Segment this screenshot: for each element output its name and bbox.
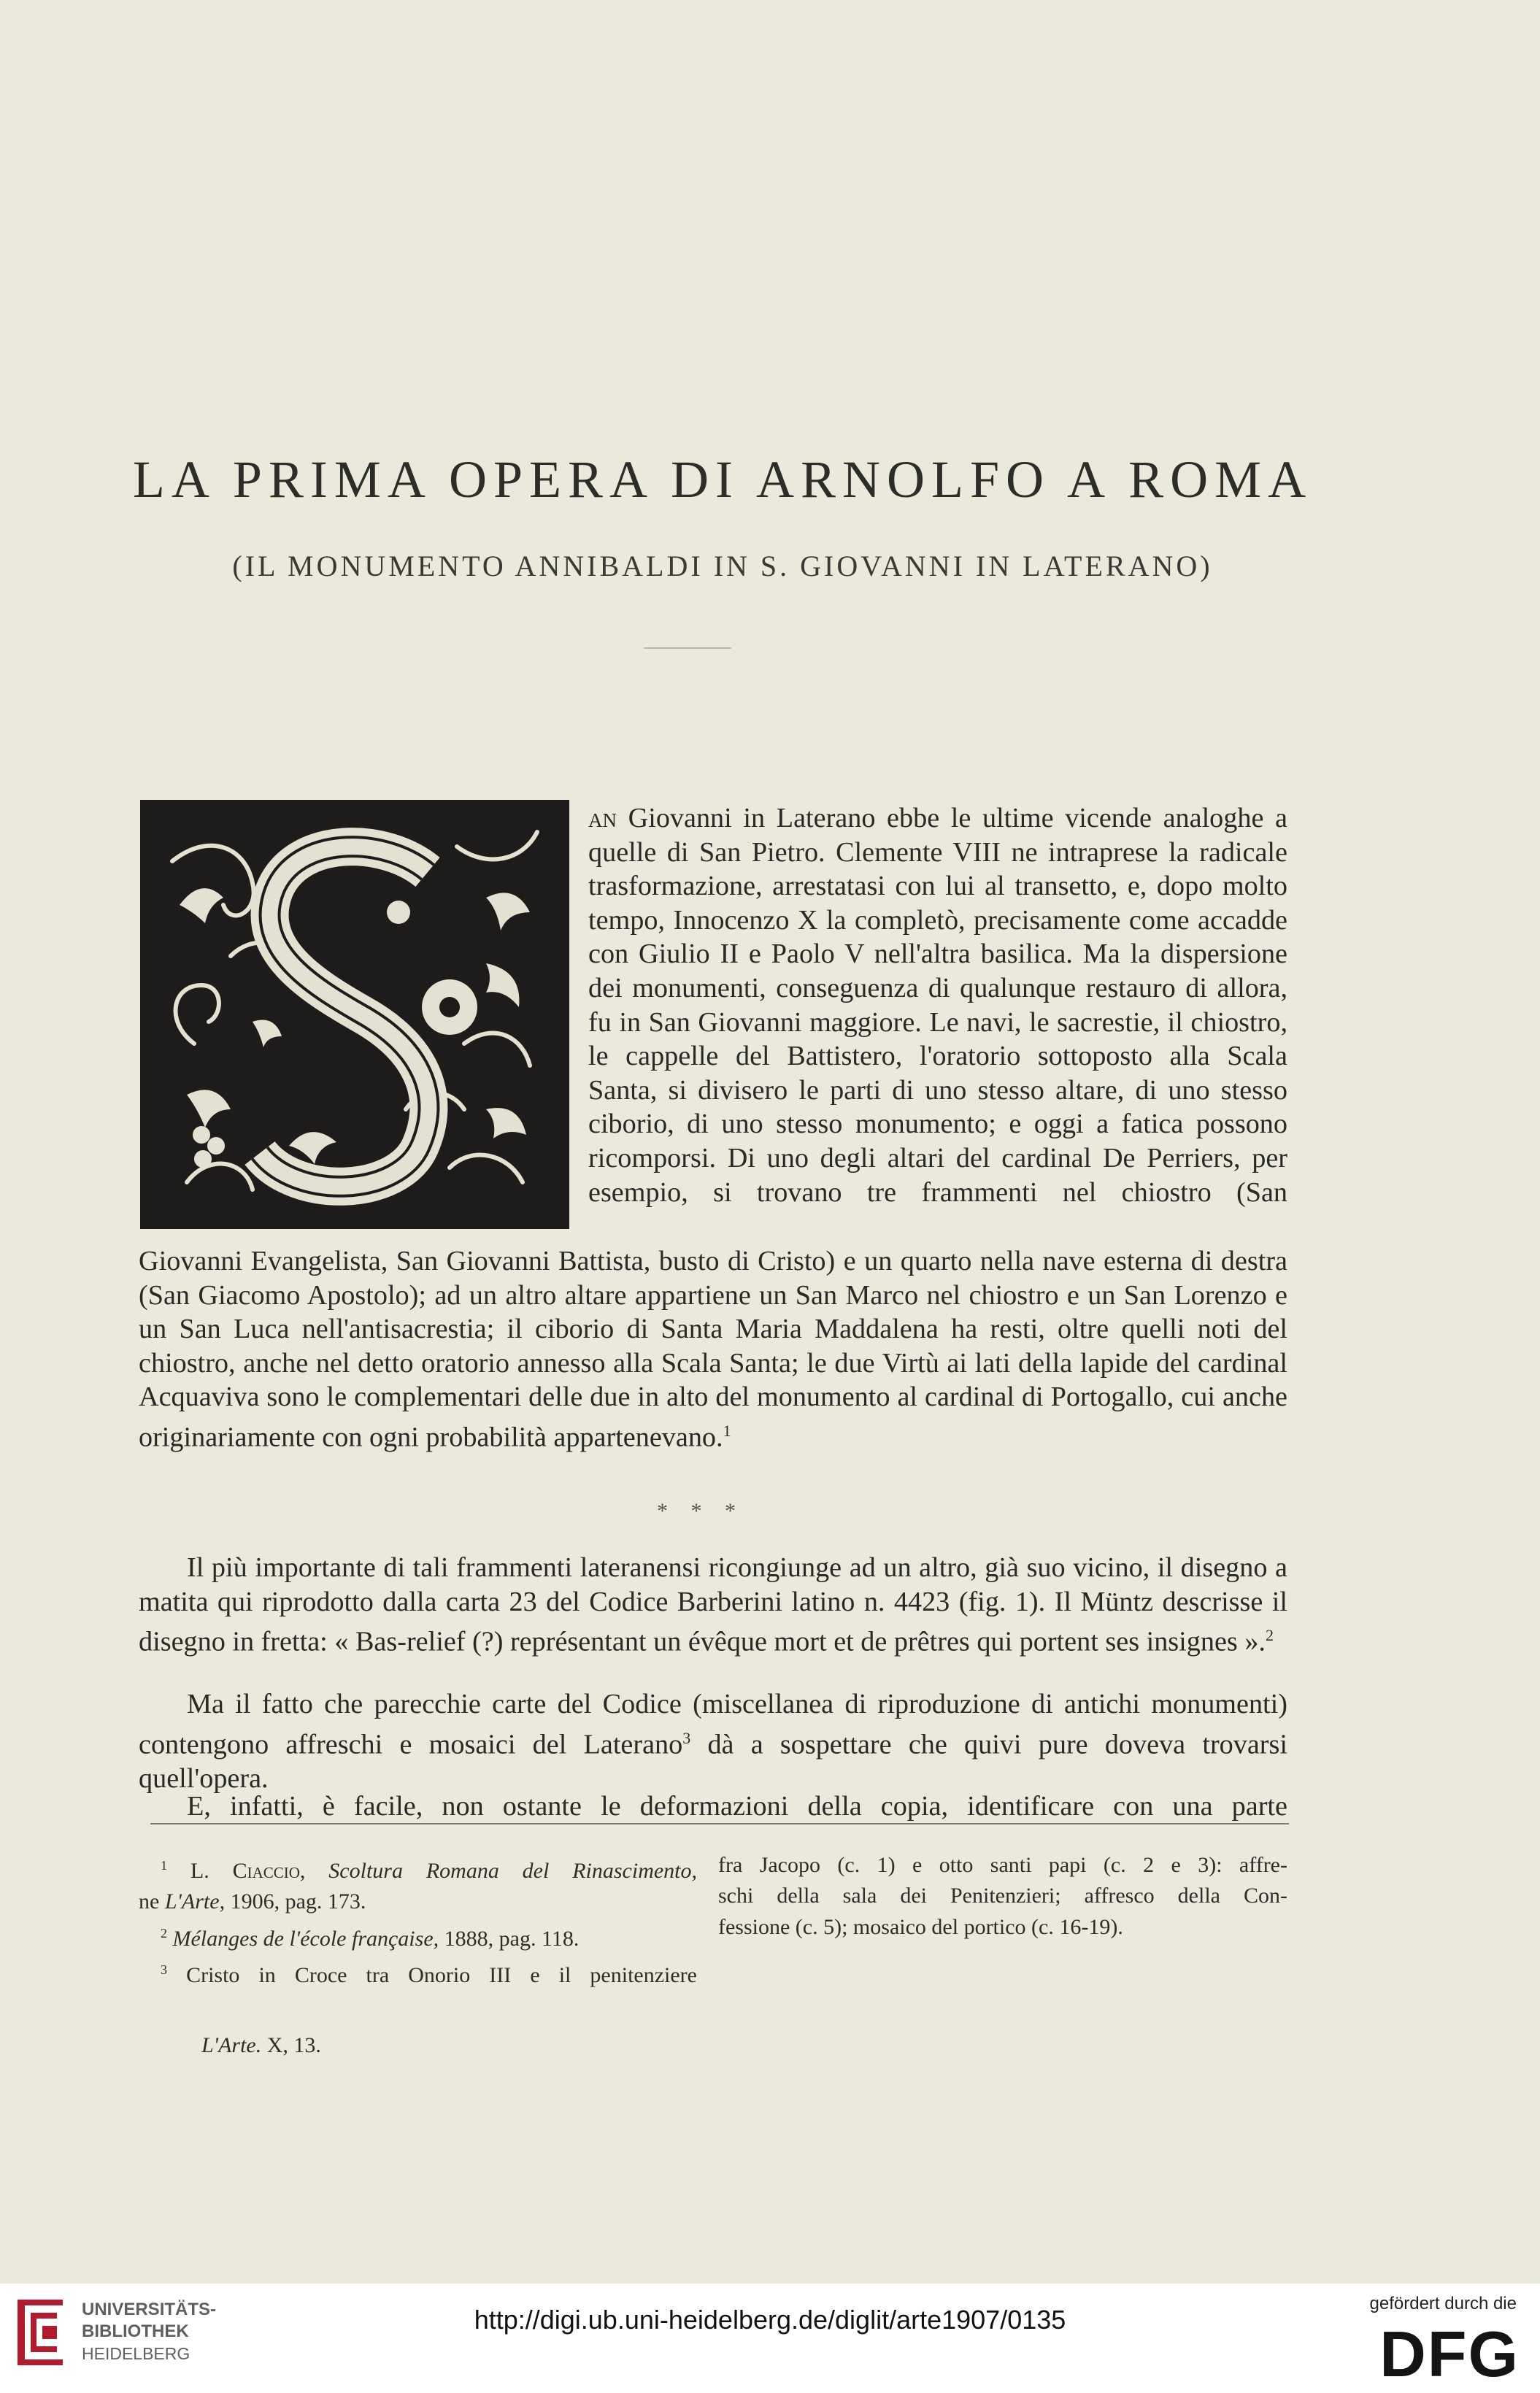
footnote-1-journal: L'Arte, [164, 1889, 226, 1914]
paragraph-2 [139, 1551, 1287, 1660]
footnote-1-title: Scoltura Romana del Rinascimento, [328, 1859, 698, 1883]
library-name-line-1: UNIVERSITÄTS- [82, 2300, 217, 2319]
paragraph-1-continued [139, 1244, 1287, 1454]
footnote-1-author: L. Ciaccio, [190, 1859, 306, 1883]
footnote-2 [139, 1918, 697, 1954]
footnote-3-line-3: schi della sala dei Penitenzieri; affresco della Con- [718, 1884, 1287, 1908]
footnote-3-line-4: fessione (c. 5); mosaico del portico (c. 16-19). [718, 1914, 1123, 1939]
footnote-2-title: Mélanges de l'école française, [172, 1926, 439, 1951]
funding-label: gefördert durch die [1369, 2294, 1517, 2313]
library-name-line-2: BIBLIOTHEK [82, 2321, 189, 2341]
viewer-footer [0, 2284, 1540, 2393]
paragraph-4-text: E, infatti, è facile, non ostante le deformazioni della copia, identificare con una parte [187, 1791, 1287, 1822]
article-title: LA PRIMA OPERA DI ARNOLFO A ROMA [132, 450, 1313, 509]
dfg-logo: DFG [1379, 2318, 1520, 2390]
footnote-2-number: 2 [161, 1925, 167, 1941]
dropcap-continuation: an [588, 803, 617, 833]
footnote-3-line-1 [139, 1954, 697, 1991]
paragraph-3-text-b: dà a sospettare che quivi pure doveva trovarsi quell'opera. [139, 1729, 1287, 1794]
paragraph-1-text-a: Giovanni in Laterano ebbe le ultime vicende analoghe a quelle di San Pietro. Clemente VIII ne intraprese la radicale trasformazione, arrestatasi con lui al transetto, e, dopo molto tempo, Innocenzo X la completò, precisamente come accadde con Giulio II e Paolo V nell'altra basilica. Ma la dispersione dei monumenti, conseguenza di qualunque restauro di allora, fu in San Giovanni maggiore. Le navi, le sacrestie, il chiostro, le cappelle del Battistero, l'oratorio sottoposto alla Scala Santa, si divisero le parti di uno stesso altare, di uno stesso ciborio, di uno stesso monumento; e oggi a fatica possono ricomporsi. Di uno degli altari del cardinal De Perriers, per esempio, si trovano tre frammenti nel chiostro (San [588, 803, 1287, 1208]
footnote-1-in: ne [139, 1889, 160, 1914]
paragraph-2-text: Il più importante di tali frammenti lateranensi ricongiunge ad un altro, già suo vicino, il disegno a matita qui riprodotto dalla carta 23 del Codice Barberini latino n. 4423 (fig. 1). Il Müntz descrisse il disegno in fretta: « Bas-relief (?) représentant un évêque mort et de prêtres qui portent ses insignes ». [139, 1552, 1287, 1657]
footnote-1-number: 1 [161, 1858, 167, 1873]
article-subtitle: (IL MONUMENTO ANNIBALDI IN S. GIOVANNI IN LATERANO) [232, 550, 1213, 582]
paragraph-4 [139, 1789, 1287, 1824]
footnote-2-rest: 1888, pag. 118. [444, 1926, 580, 1951]
folio-signature [201, 2033, 321, 2058]
foliage-initial-image [143, 803, 566, 1226]
footnote-ref-1: 1 [723, 1421, 731, 1440]
footnotes-right-column [718, 1850, 1287, 1943]
folio-journal: L'Arte. [201, 2033, 262, 2057]
footnote-1-line-1 [139, 1850, 697, 1887]
footnote-3-text: Cristo in Croce tra Onorio III e il penitenziere [186, 1962, 697, 1987]
library-name-line-3: HEIDELBERG [82, 2344, 190, 2363]
paragraph-3 [139, 1687, 1287, 1796]
footnote-ref-3: 3 [682, 1728, 691, 1747]
footnote-ref-2: 2 [1265, 1626, 1274, 1645]
footnote-3-number: 3 [161, 1962, 167, 1977]
folio-volume: X, 13. [266, 2033, 321, 2057]
footnotes-left-column [139, 1850, 697, 1991]
paragraph-1-text-b: Giovanni Evangelista, San Giovanni Battista, busto di Cristo) e un quarto nella nave esterna di destra (San Giacomo Apostolo); ad un altro altare appartiene un San Marco nel chiostro e un San Lorenzo e un San Luca nell'antisacrestia; il ciborio di Santa Maria Maddalena ha resti, oltre quelli noti del chiostro, anche nel detto oratorio annesso alla Scala Santa; le due Virtù ai lati della lapide del cardinal Acquaviva sono le complementari delle due in alto del monumento al cardinal di Portogallo, cui anche originariamente con ogni probabilità appartenevano. [139, 1246, 1287, 1453]
decorated-initial-s [140, 800, 569, 1229]
section-break-asterisks: * * * [657, 1499, 744, 1523]
title-divider [644, 647, 731, 649]
paragraph-1-beside-initial [588, 801, 1287, 1209]
footnote-divider [150, 1823, 1289, 1824]
footnote-1-line-2 [139, 1887, 697, 1917]
footnote-1-rest: 1906, pag. 173. [230, 1889, 366, 1914]
permalink-url[interactable]: http://digi.ub.uni-heidelberg.de/diglit/arte1907/0135 [474, 2305, 1066, 2335]
paragraph-3-text-a: Ma il fatto che parecchie carte del Codice (miscellanea di riproduzione di antichi monumenti) contengono affreschi e mosaici del Laterano [139, 1689, 1287, 1760]
footnote-3-line-2: fra Jacopo (c. 1) e otto santi papi (c. 2 e 3): affre- [718, 1853, 1287, 1877]
